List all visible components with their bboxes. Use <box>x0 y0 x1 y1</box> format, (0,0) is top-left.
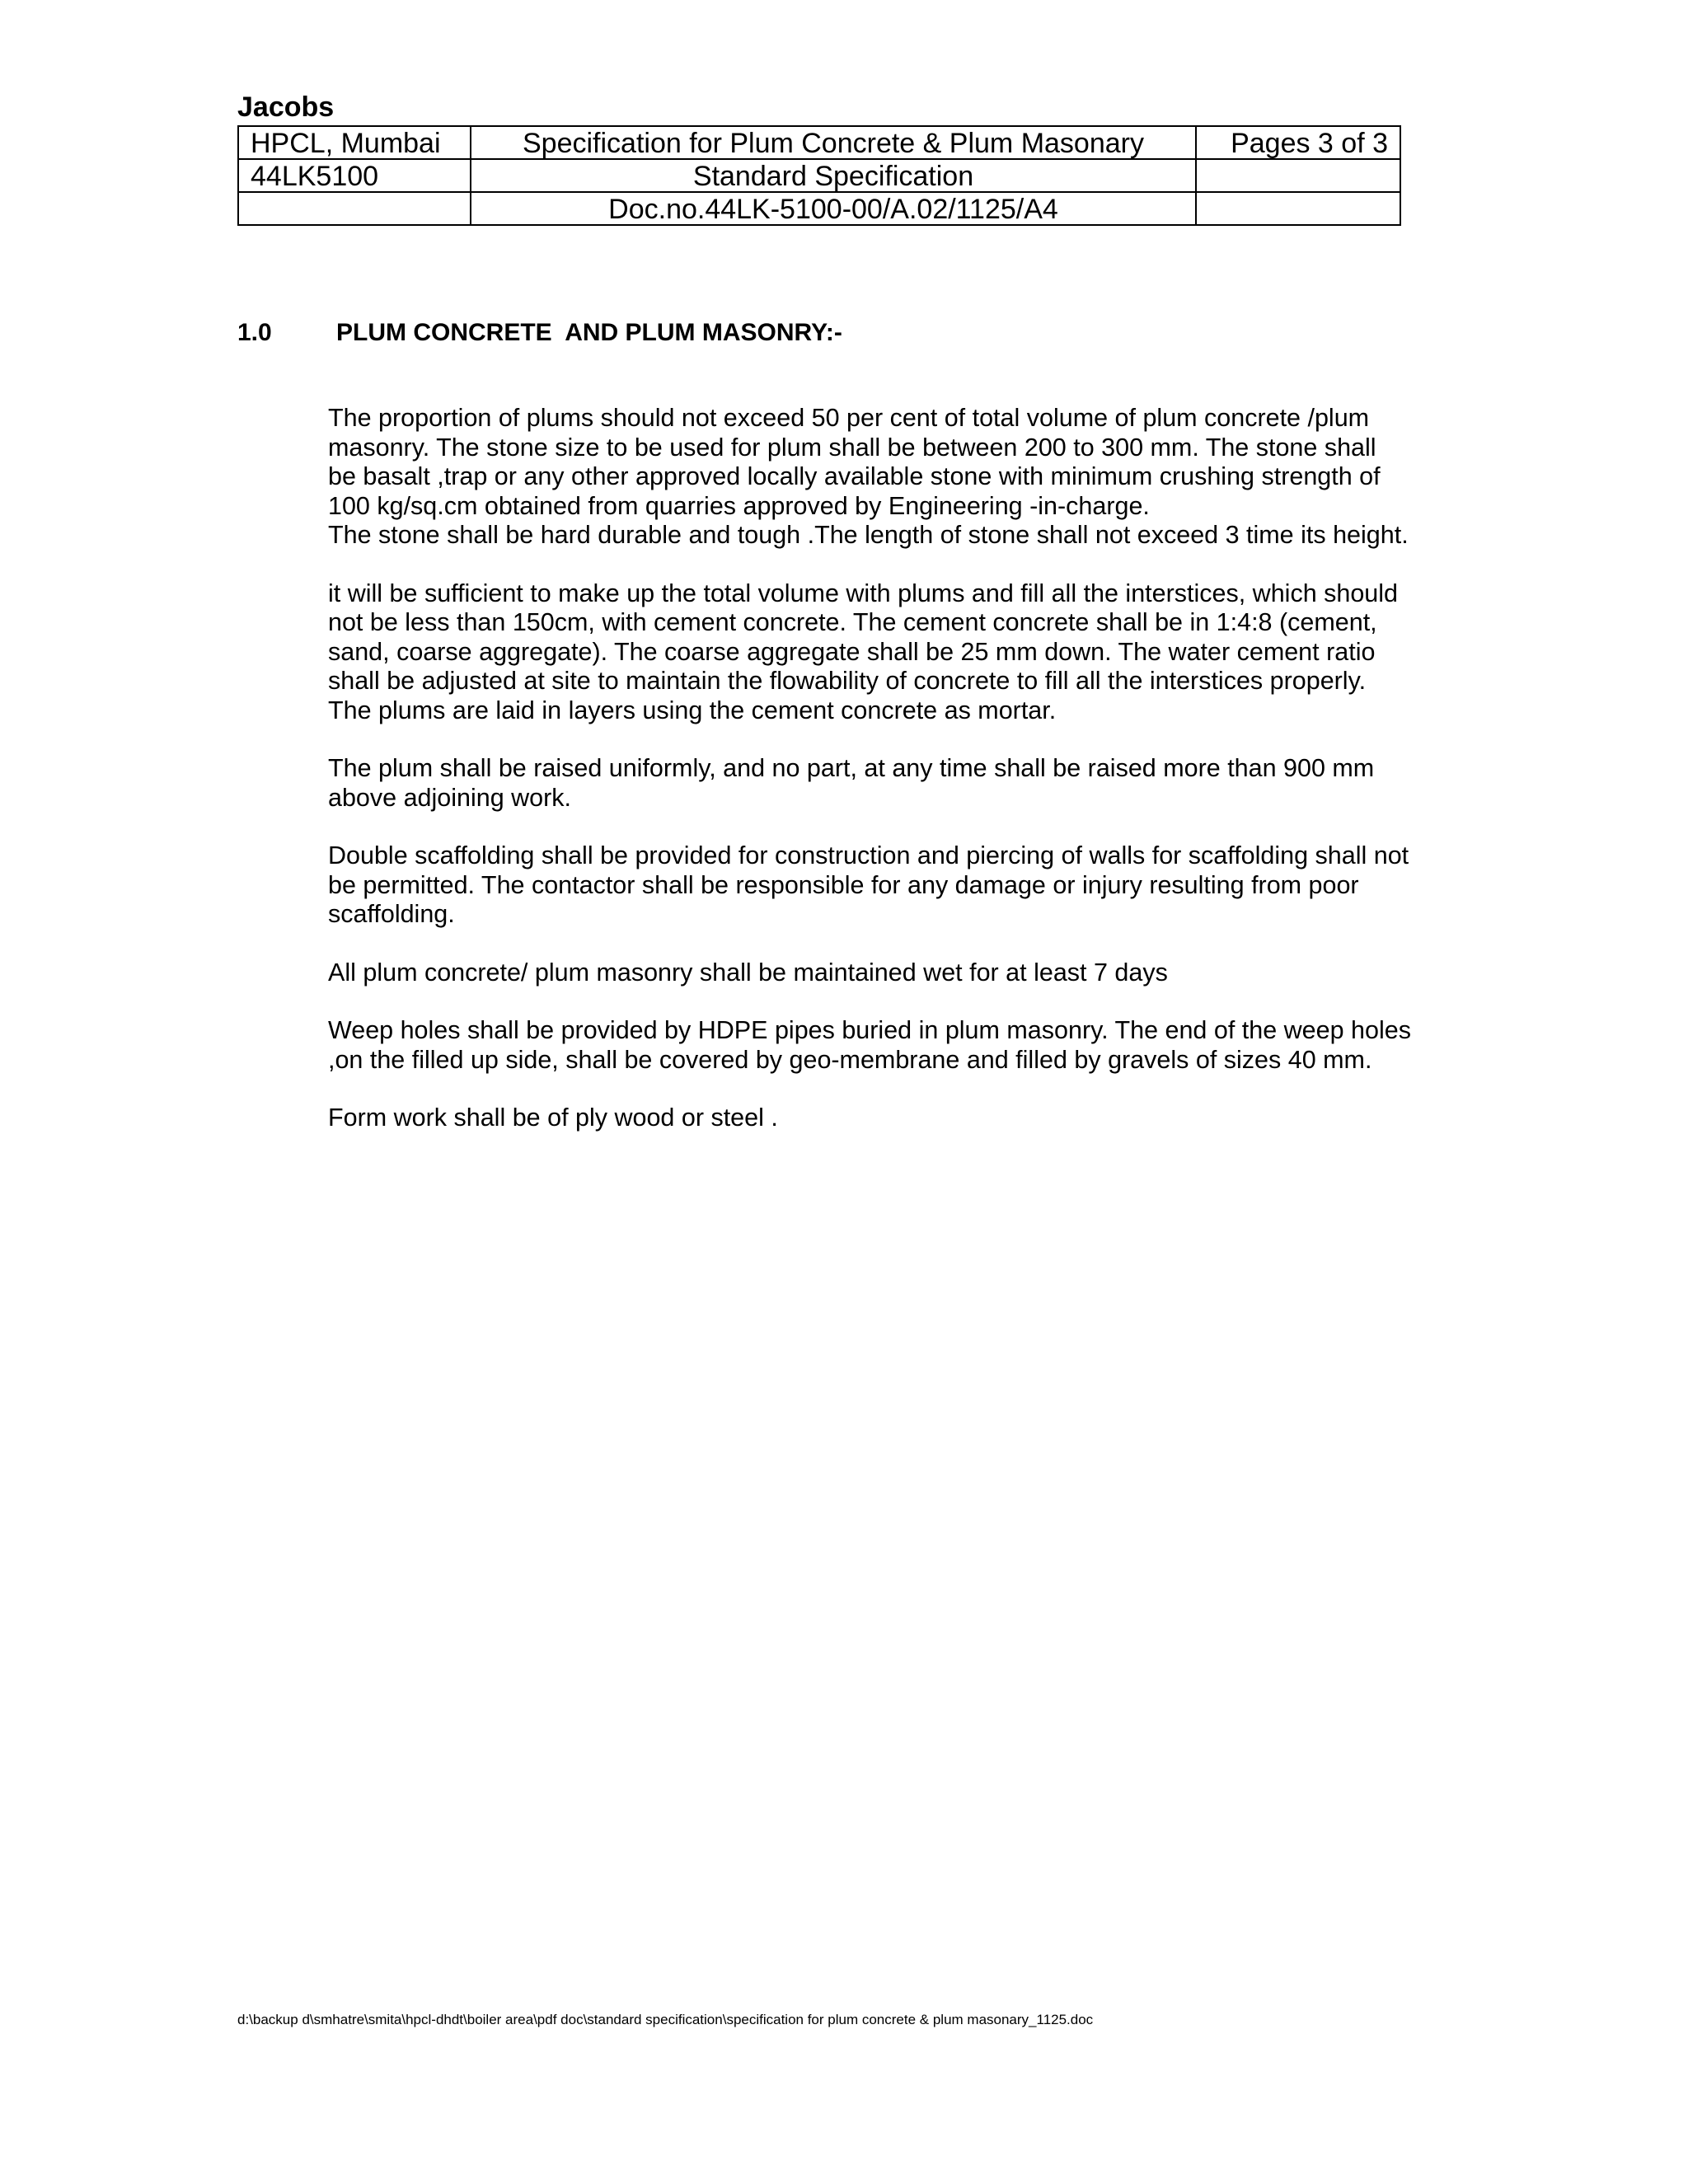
text-line: 100 kg/sq.cm obtained from quarries approved by Engineering -in-charge. <box>328 491 1150 520</box>
header-cell <box>1196 192 1400 225</box>
text-line: All plum concrete/ plum masonry shall be maintained wet for at least 7 days <box>328 958 1168 987</box>
text-line: it will be sufficient to make up the total volume with plums and fill all the interstices, which should <box>328 579 1399 607</box>
text-line: The plum shall be raised uniformly, and no part, at any time shall be raised more than 900 mm <box>328 754 1375 782</box>
text-line: be basalt ,trap or any other approved locally available stone with minimum crushing strength of <box>328 462 1381 490</box>
header-cell: Standard Specification <box>471 159 1196 192</box>
header-cell: HPCL, Mumbai <box>238 126 471 159</box>
header-row <box>238 126 1400 159</box>
text-line: be permitted. The contactor shall be responsible for any damage or injury resulting from poor <box>328 870 1359 899</box>
section-title: PLUM CONCRETE AND PLUM MASONRY:- <box>336 319 842 346</box>
paragraph-form-work <box>328 1104 1449 1133</box>
header-cell: Doc.no.44LK-5100-00/A.02/1125/A4 <box>471 192 1196 225</box>
document-header-table <box>237 125 1401 226</box>
text-line: not be less than 150cm, with cement concrete. The cement concrete shall be in 1:4:8 (cement, <box>328 608 1377 636</box>
header-cell <box>1196 159 1400 192</box>
paragraph-scaffolding <box>328 841 1449 930</box>
paragraph-raising <box>328 754 1449 813</box>
paragraph-cement-concrete <box>328 579 1449 726</box>
header-cell: Pages 3 of 3 <box>1196 126 1400 159</box>
paragraph-curing <box>328 958 1449 988</box>
header-cell: 44LK5100 <box>238 159 471 192</box>
header-cell: Specification for Plum Concrete & Plum Masonary <box>471 126 1196 159</box>
text-line: The plums are laid in layers using the cement concrete as mortar. <box>328 696 1057 724</box>
text-line: Double scaffolding shall be provided for construction and piercing of walls for scaffolding shall not <box>328 841 1409 869</box>
footer-file-path: d:\backup d\smhatre\smita\hpcl-dhdt\boiler area\pdf doc\standard specification\specification for plum concrete & plum masonary_1125.doc <box>237 2012 1094 2027</box>
text-line: ,on the filled up side, shall be covered by geo-membrane and filled by gravels of sizes 40 mm. <box>328 1045 1372 1074</box>
text-line: The stone shall be hard durable and tough .The length of stone shall not exceed 3 time its height. <box>328 521 1409 549</box>
text-line: Weep holes shall be provided by HDPE pipes buried in plum masonry. The end of the weep holes <box>328 1016 1411 1044</box>
text-line: Form work shall be of ply wood or steel . <box>328 1104 778 1132</box>
section-heading <box>237 318 842 348</box>
text-line: The proportion of plums should not exceed 50 per cent of total volume of plum concrete /plum <box>328 404 1370 432</box>
text-line: scaffolding. <box>328 900 455 928</box>
text-line: masonry. The stone size to be used for plum shall be between 200 to 300 mm. The stone shall <box>328 433 1376 462</box>
paragraph-weep-holes <box>328 1016 1449 1075</box>
section-number: 1.0 <box>237 319 272 346</box>
paragraph-plum-proportion <box>328 404 1449 521</box>
text-line: shall be adjusted at site to maintain the flowability of concrete to fill all the interstices properly. <box>328 667 1367 695</box>
text-line: above adjoining work. <box>328 783 572 812</box>
header-row <box>238 159 1400 192</box>
text-line: sand, coarse aggregate). The coarse aggregate shall be 25 mm down. The water cement ratio <box>328 637 1376 666</box>
header-row <box>238 192 1400 225</box>
paragraph-stone-quality <box>328 521 1449 551</box>
company-name: Jacobs <box>237 91 335 123</box>
specification-body <box>328 404 1449 1162</box>
header-cell <box>238 192 471 225</box>
